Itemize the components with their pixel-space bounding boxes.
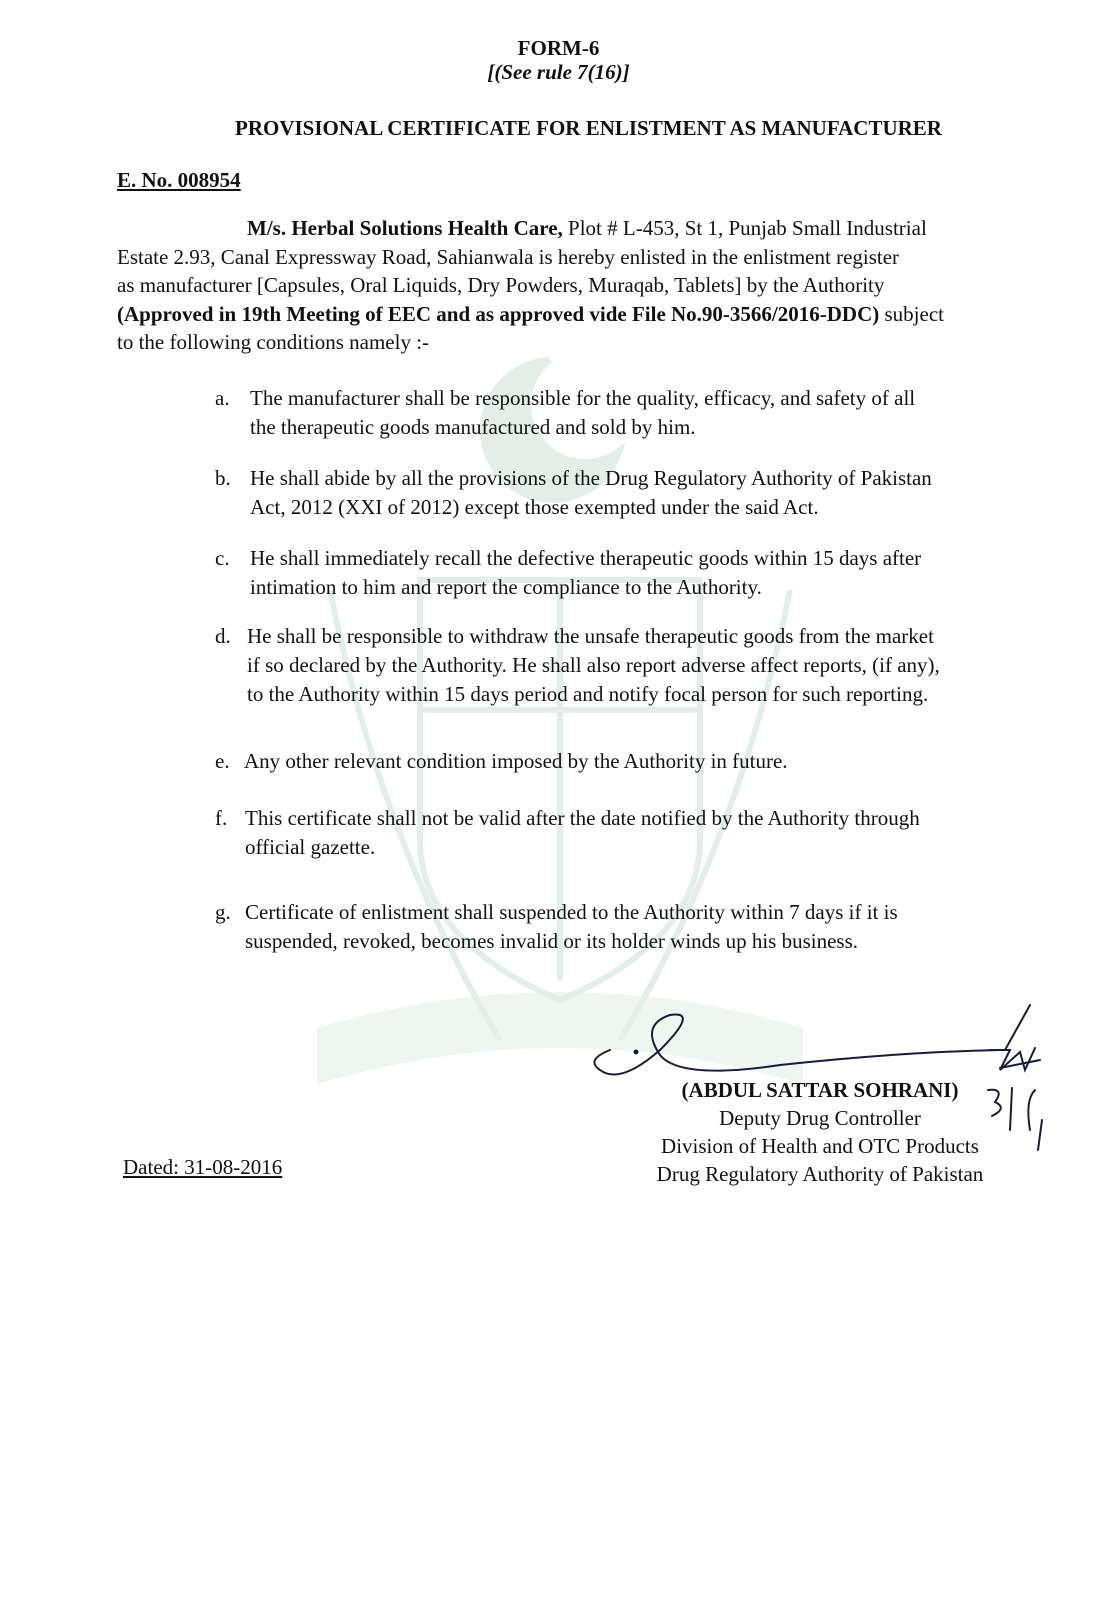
condition-label: d.	[215, 624, 231, 648]
condition-text: He shall immediately recall the defective therapeutic goods within 15 days after	[250, 546, 922, 570]
signatory-designation: Deputy Drug Controller	[719, 1106, 921, 1130]
condition-label: b.	[215, 466, 231, 490]
condition-text: the therapeutic goods manufactured and sold by him.	[250, 415, 696, 439]
condition-label: e.	[215, 749, 230, 773]
condition-item	[215, 464, 932, 522]
certificate-title: PROVISIONAL CERTIFICATE FOR ENLISTMENT AS MANUFACTURER	[235, 116, 942, 140]
condition-item	[215, 384, 915, 442]
condition-item	[215, 898, 898, 956]
para-line-3: as manufacturer [Capsules, Oral Liquids, Dry Powders, Muraqab, Tablets] by the Authority	[117, 273, 885, 297]
condition-item	[215, 747, 788, 776]
condition-text: intimation to him and report the compliance to the Authority.	[250, 575, 762, 599]
condition-text: official gazette.	[245, 835, 376, 859]
firm-name: M/s. Herbal Solutions Health Care,	[247, 216, 563, 240]
form-rule-reference: [(See rule 7(16)]	[487, 60, 630, 84]
condition-text: to the Authority within 15 days period and notify focal person for such reporting.	[247, 682, 929, 706]
approval-reference: (Approved in 19th Meeting of EEC and as approved vide File No.90-3566/2016-DDC)	[117, 301, 880, 326]
condition-label: a.	[215, 386, 230, 410]
signatory-block	[620, 1076, 1020, 1188]
emblem-watermark	[300, 340, 820, 1100]
condition-item	[215, 622, 940, 709]
condition-text: This certificate shall not be valid after the date notified by the Authority through	[245, 806, 920, 830]
para-line-1	[117, 214, 1047, 243]
para-line-5: to the following conditions namely :-	[117, 330, 430, 354]
signatory-organization: Drug Regulatory Authority of Pakistan	[656, 1162, 984, 1186]
para-line-4	[117, 300, 1047, 329]
condition-text: Any other relevant condition imposed by the Authority in future.	[244, 749, 788, 773]
condition-item	[215, 544, 921, 602]
condition-text: Act, 2012 (XXI of 2012) except those exempted under the said Act.	[250, 495, 819, 519]
condition-text: He shall be responsible to withdraw the unsafe therapeutic goods from the market	[247, 624, 934, 648]
condition-label: f.	[215, 806, 228, 830]
issue-date: Dated: 31-08-2016	[123, 1155, 283, 1179]
condition-label: g.	[215, 900, 231, 924]
signatory-division: Division of Health and OTC Products	[661, 1134, 979, 1158]
condition-item	[215, 804, 920, 862]
condition-text: The manufacturer shall be responsible for the quality, efficacy, and safety of all	[250, 386, 916, 410]
enlistment-number: E. No. 008954	[117, 168, 241, 192]
condition-text: if so declared by the Authority. He shall also report adverse affect reports, (if any),	[247, 653, 940, 677]
condition-label: c.	[215, 546, 230, 570]
condition-text: Certificate of enlistment shall suspended to the Authority within 7 days if it is	[245, 900, 898, 924]
condition-text: suspended, revoked, becomes invalid or its holder winds up his business.	[245, 929, 858, 953]
firm-address: Plot # L-453, St 1, Punjab Small Industrial	[562, 216, 927, 240]
signatory-name: (ABDUL SATTAR SOHRANI)	[681, 1078, 959, 1102]
approval-tail: subject	[879, 301, 944, 326]
intro-paragraph	[117, 214, 1047, 357]
para-line-2: Estate 2.93, Canal Expressway Road, Sahianwala is hereby enlisted in the enlistment register	[117, 244, 900, 269]
form-number: FORM-6	[517, 36, 600, 60]
condition-text: He shall abide by all the provisions of the Drug Regulatory Authority of Pakistan	[250, 466, 932, 490]
